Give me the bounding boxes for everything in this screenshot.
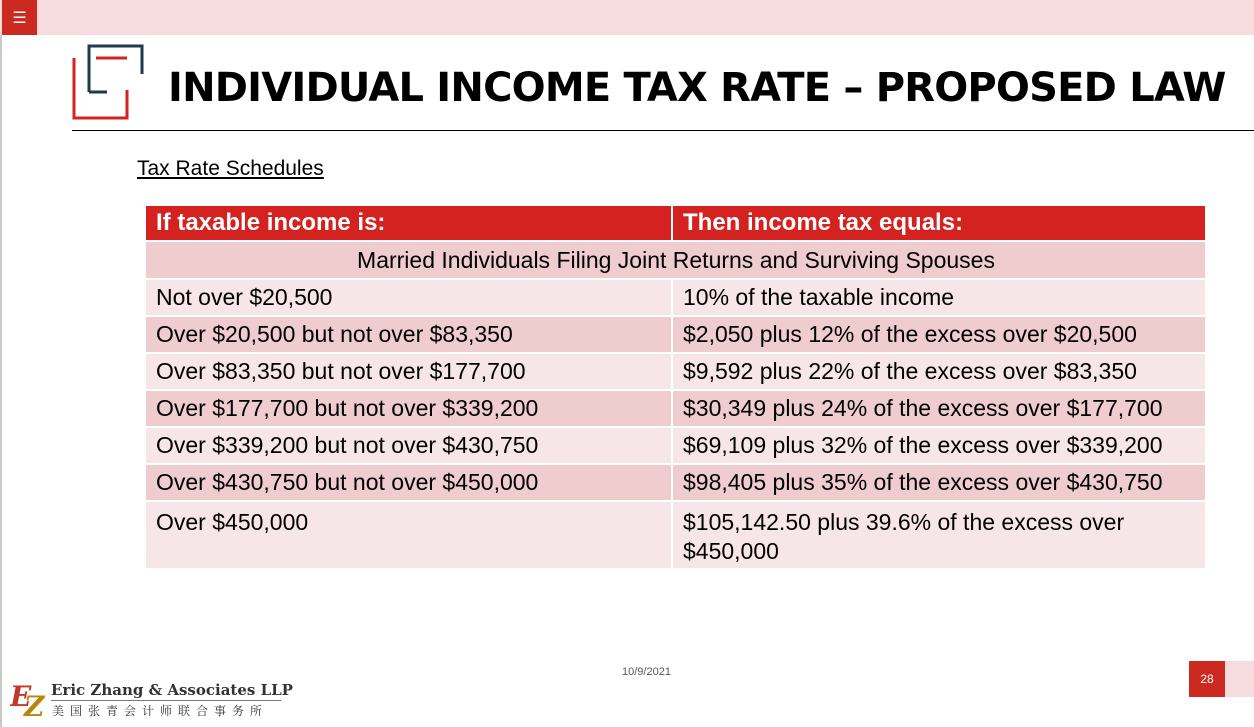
slide-date: 10/9/2021 — [622, 666, 671, 678]
income-range-cell: Over $450,000 — [145, 501, 672, 569]
ez-logo-icon — [10, 680, 50, 718]
income-range-cell: Over $430,750 but not over $450,000 — [145, 464, 672, 501]
hamburger-menu-icon[interactable] — [2, 0, 37, 35]
income-range-cell: Over $177,700 but not over $339,200 — [145, 390, 672, 427]
table-row — [145, 279, 1206, 316]
income-range-cell: Over $339,200 but not over $430,750 — [145, 427, 672, 464]
table-row — [145, 501, 1206, 569]
table-section-row — [145, 241, 1206, 279]
svg-text:E: E — [10, 680, 32, 713]
tax-rate-table — [144, 204, 1207, 570]
income-range-cell: Over $83,350 but not over $177,700 — [145, 353, 672, 390]
section-label: Married Individuals Filing Joint Returns and Surviving Spouses — [145, 241, 1206, 279]
svg-text:Z: Z — [24, 690, 45, 718]
table-header-row — [145, 205, 1206, 241]
tax-amount-cell: $69,109 plus 32% of the excess over $339,200 — [672, 427, 1206, 464]
menu-glyph: ☰ — [12, 9, 27, 27]
table-row — [145, 353, 1206, 390]
column-header: If taxable income is: — [145, 205, 672, 241]
table-row — [145, 390, 1206, 427]
firm-logo — [10, 680, 293, 720]
slide-left-border — [0, 0, 2, 727]
page-number: 28 — [1200, 672, 1214, 686]
income-range-cell: Over $20,500 but not over $83,350 — [145, 316, 672, 353]
section-subtitle: Tax Rate Schedules — [137, 157, 324, 180]
tax-amount-cell: $105,142.50 plus 39.6% of the excess over $450,000 — [672, 501, 1206, 569]
top-bar — [0, 0, 1254, 35]
firm-chinese-name: 美国张青会计师联合事务所 — [52, 704, 269, 718]
firm-name: Eric Zhang & Associates LLP — [51, 681, 293, 699]
bracket-logo-icon — [72, 44, 144, 120]
tax-amount-cell: $30,349 plus 24% of the excess over $177,700 — [672, 390, 1206, 427]
income-range-cell: Not over $20,500 — [145, 279, 672, 316]
page-title: INDIVIDUAL INCOME TAX RATE – PROPOSED LAW — [168, 65, 1226, 111]
tax-amount-cell: $2,050 plus 12% of the excess over $20,500 — [672, 316, 1206, 353]
tax-amount-cell: $98,405 plus 35% of the excess over $430,750 — [672, 464, 1206, 501]
page-number-tail — [1225, 661, 1254, 697]
table-row — [145, 464, 1206, 501]
column-header: Then income tax equals: — [672, 205, 1206, 241]
title-divider — [72, 130, 1254, 131]
page-number-badge — [1189, 661, 1225, 697]
table-row — [145, 427, 1206, 464]
tax-amount-cell: $9,592 plus 22% of the excess over $83,350 — [672, 353, 1206, 390]
table-row — [145, 316, 1206, 353]
tax-amount-cell: 10% of the taxable income — [672, 279, 1206, 316]
firm-divider — [51, 700, 281, 701]
